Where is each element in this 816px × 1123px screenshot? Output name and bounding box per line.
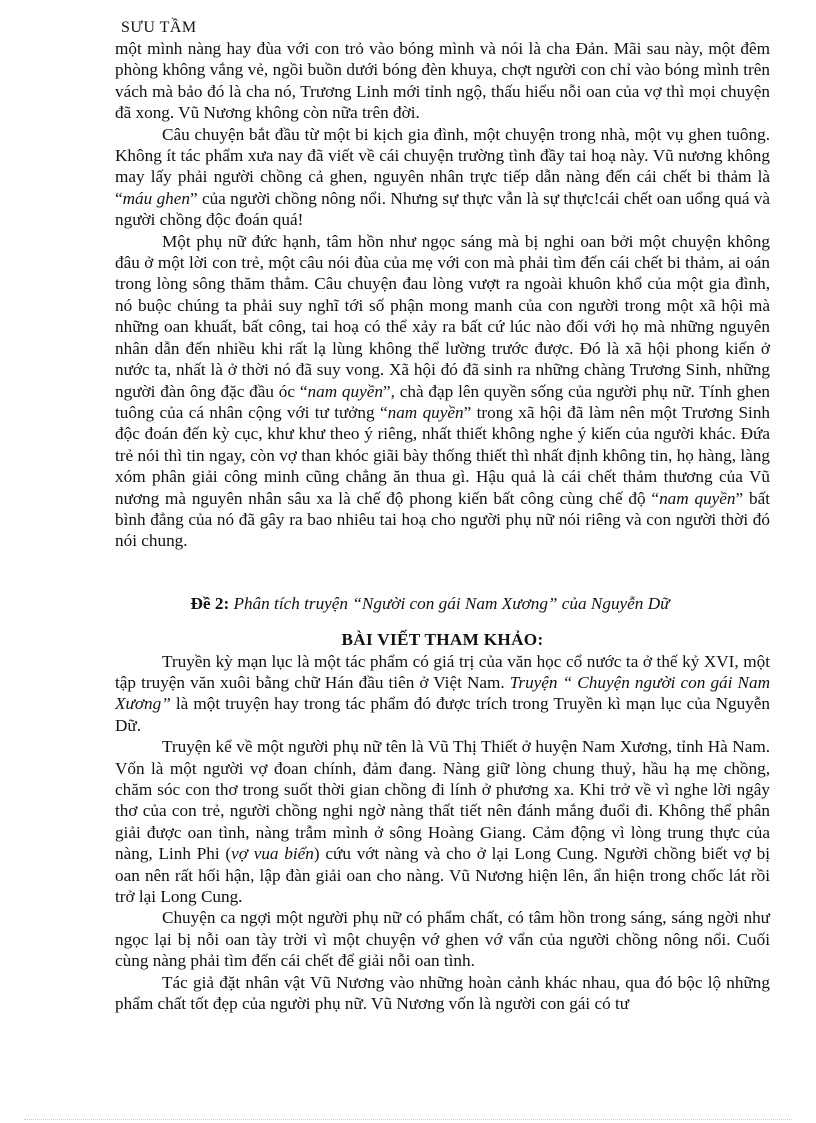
text-run: Truyền kỳ mạn lục là một tác phẩm có giá trị của văn học cổ nước ta ở thế kỷ XVI, một tập truyện văn xuôi bằng chữ Hán đầu tiên ở Việt Nam. [115, 651, 770, 692]
emphasis-text: nam quyền [659, 488, 736, 508]
paragraph [115, 231, 770, 552]
paragraph [115, 124, 770, 231]
text-run: ” của người chồng nông nổi. Nhưng sự thực vẫn là sự thực!cái chết oan uổng quá và người chồng độc đoán quá! [115, 188, 770, 230]
emphasis-text: nam quyền [307, 381, 383, 401]
exam-prompt: Phân tích truyện “Người con gái Nam Xương” của Nguyễn Dữ [229, 593, 670, 613]
emphasis-text: máu ghen [122, 188, 190, 208]
exam-label: Đề 2: [190, 593, 230, 613]
paragraph [115, 972, 770, 1015]
text-run: Câu chuyện bắt đầu từ một bi kịch gia đình, một chuyện trong nhà, một vụ ghen tuông. Không ít tác phẩm xưa nay đã viết về cái chuyện trường tình đầy tai hoạ này. Vũ nương không may lấy phải người chồng cả ghen, nguyên nhân trực tiếp dẫn nàng đến cái chết bi thảm là “ [115, 124, 770, 208]
paragraph [115, 907, 770, 971]
paragraph [115, 651, 770, 737]
emphasis-text: vợ vua biển [231, 844, 314, 864]
text-run: ” bất bình đẳng của nó đã gây ra bao nhiêu tai hoạ cho người phụ nữ nói riêng và con người thời đó nói chung. [115, 488, 770, 551]
text-run: Truyện kể về một người phụ nữ tên là Vũ Thị Thiết ở huyện Nam Xương, tỉnh Hà Nam. Vốn là một người vợ đoan chính, đảm đang. Nàng giữ lòng chung thuỷ, hầu hạ mẹ chồng, chăm sóc con thơ trong suốt thời gian chồng đi lính ở phương xa. Khi trở về vì nghe lời ngây thơ của con trẻ, người chồng nghi ngờ nàng thất tiết nên đánh mắng đuổi đi. Không thể phân giải được oan tình, nàng trẫm mình ở sông Hoàng Giang. Cảm động vì lòng trung thực của nàng, Linh Phi ( [115, 737, 770, 864]
text-run: Tác giả đặt nhân vật Vũ Nương vào những hoàn cảnh khác nhau, qua đó bộc lộ những phẩm chất tốt đẹp của người phụ nữ. Vũ Nương vốn là người con gái có tư [115, 972, 770, 1014]
text-run: là một truyện hay trong tác phẩm đó được trích trong Truyền kì mạn lục của Nguyễn Dữ. [115, 694, 770, 735]
body-text-top [115, 38, 770, 552]
body-text-bottom [115, 651, 770, 1015]
paragraph-continuation [115, 38, 770, 124]
text-run: ” trong xã hội đã làm nên một Trương Sinh độc đoán đến kỳ cục, khư khư theo ý riêng, nhất thiết không nghe ý kiến của người khác. Đứa trẻ nói thì tin ngay, còn vợ than khóc giãi bày thống thiết thì nhất định không tin, họ hàng, làng xóm phân giải công minh cũng chẳng ăn thua gì. Hậu quả là cái chết thảm thương của Vũ nương mà nguyên nhân sâu xa là chế độ phong kiến bất công cùng chế độ “ [115, 402, 771, 508]
emphasis-text: Truyện “ Chuyện người con gái Nam Xương” [115, 672, 770, 714]
text-run: ) cứu vớt nàng và cho ở lại Long Cung. Người chồng biết vợ bị oan nên rất hối hận, lập đàn giải oan cho nàng. Vũ Nương hiện lên, ẩn hiện trong chốc lát rồi trở lại Long Cung. [115, 844, 770, 907]
document-page [115, 18, 770, 1014]
reference-title: BÀI VIẾT THAM KHẢO: [341, 630, 544, 650]
text-run: ”, chà đạp lên quyền sống của người phụ nữ. Tính ghen tuông của cá nhân cộng với tư tưởng “ [115, 381, 771, 422]
emphasis-text: nam quyền [387, 402, 464, 422]
page-header: SƯU TẦM [121, 19, 197, 36]
text-run: Chuyện ca ngợi một người phụ nữ có phẩm chất, có tâm hồn trong sáng, sáng ngời như ngọc lại bị nỗi oan tày trời vì một chuyện vớ ghen vớ vẩn của người chồng nông nổi. Cuối cùng nàng phải tìm đến cái chết để giải nỗi oan tình. [115, 908, 770, 971]
paragraph [115, 736, 770, 907]
exam-question [115, 593, 770, 614]
page-bottom-divider [24, 1119, 792, 1120]
text-run: Một phụ nữ đức hạnh, tâm hồn như ngọc sáng mà bị nghi oan bởi một chuyện không đâu ở một lời con trẻ, một câu nói đùa của mẹ với con mà phải tìm đến cái chết bi thảm, ai oán trong lòng sông thăm thẳm. Câu chuyện đau lòng vượt ra ngoài khuôn khổ của một gia đình, nó buộc chúng ta phải suy nghĩ tới số phận mong manh của con người trong một xã hội mà những oan khuất, bất công, tai hoạ có thể xảy ra bất cứ lúc nào đối với họ mà những nguyên nhân dẫn đến nhiều khi rất lạ lùng không thể lường trước được. Đó là xã hội phong kiến ở nước ta, nhất là ở thời nó đã suy vong. Xã hội đó đã sinh ra những chàng Trương Sinh, những người đàn ông đặc đầu óc “ [115, 231, 770, 401]
text-run: một mình nàng hay đùa với con trỏ vào bóng mình và nói là cha Đản. Mãi sau này, một đêm phòng không vắng vẻ, ngồi buồn dưới bóng đèn khuya, chợt người con chỉ vào bóng mình trên vách mà bảo đó là cha nó, Trương Linh mới tỉnh ngộ, thấu hiểu nỗi oan của vợ thì mọi chuyện đã xong. Vũ Nương không còn nữa trên đời. [115, 39, 770, 123]
